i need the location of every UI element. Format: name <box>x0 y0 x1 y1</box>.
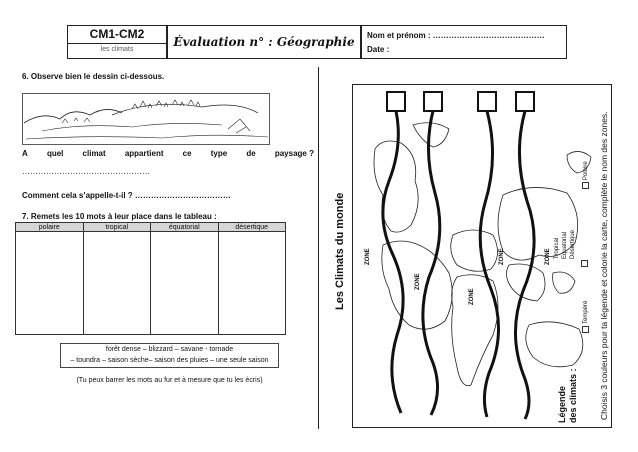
cross-out-hint: (Tu peux barrer les mots au fur et à mesure que tu les écris) <box>76 377 263 384</box>
column-header-polaire: polaire <box>16 223 84 232</box>
table-cell-equatorial[interactable] <box>151 232 219 335</box>
question-7-prompt: 7. Remets les 10 mots à leur place dans le tableau : <box>22 212 217 221</box>
map-instruction: Choisis 3 couleurs pour ta légende et colorie la carte, complète le nom des zones. <box>599 111 609 420</box>
student-info-box <box>361 25 567 59</box>
word-bank-box <box>60 343 279 368</box>
column-header-tropical: tropical <box>83 223 151 232</box>
world-map-frame <box>352 84 612 428</box>
word-bank-line-2: – toundra – saison sèche– saison des pluies – une seule saison <box>70 357 269 364</box>
checkbox-icon[interactable] <box>582 326 589 333</box>
question-word: type <box>210 149 228 158</box>
zone-label-3: ZONE <box>469 288 475 305</box>
legend-label-tropical: Tropical <box>554 237 560 259</box>
legend-label-equatorial: Equatorial <box>562 231 568 259</box>
table-cell-desertique[interactable] <box>218 232 286 335</box>
question-word: paysage ? <box>274 149 314 158</box>
legend-label-polaire: Polaire <box>583 161 590 180</box>
question-6-climate-question <box>22 149 314 158</box>
legend-item-tempere[interactable] <box>582 301 589 333</box>
table-cell-polaire[interactable] <box>16 232 84 335</box>
zone-label-5: ZONE <box>545 248 551 265</box>
class-level-box <box>67 25 167 59</box>
question-word: quel <box>46 149 64 158</box>
legend-title-line-1: Légende <box>557 385 567 423</box>
column-header-desertique: désertique <box>218 223 286 232</box>
word-bank-line-1: forêt dense – blizzard – savane - tornade <box>105 346 234 353</box>
zone-label-2: ZONE <box>415 273 421 290</box>
question-word: A <box>22 149 28 158</box>
name-field-label: Nom et prénom : …………………………………… <box>367 31 545 40</box>
table-cell-tropical[interactable] <box>83 232 151 335</box>
question-6-name-question: Comment cela s’appelle-t-il ? ……………………………… <box>22 191 231 200</box>
legend-title-line-2: des climats : <box>568 368 578 423</box>
question-6-prompt: 6. Observe bien le dessin ci-dessous. <box>22 72 165 81</box>
legend-item-tropical-group[interactable] <box>581 258 588 267</box>
climate-word-table <box>15 222 286 335</box>
date-field-label: Date : <box>367 45 390 54</box>
checkbox-icon[interactable] <box>582 182 589 189</box>
answer-line-climate: ………………………………………… <box>22 167 150 176</box>
checkbox-icon[interactable] <box>581 260 588 267</box>
question-word: ce <box>182 149 192 158</box>
class-subtitle: les climats <box>100 46 134 53</box>
evaluation-title: Évaluation n° : Géographie <box>167 25 361 59</box>
question-word: climat <box>82 149 106 158</box>
legend-label-tempere: Tempéré <box>583 300 590 324</box>
landscape-sketch <box>22 93 270 145</box>
page-divider <box>318 67 319 429</box>
class-level: CM1-CM2 <box>89 27 145 41</box>
zone-label-1: ZONE <box>365 248 371 265</box>
zone-label-4: ZONE <box>499 248 505 265</box>
class-box-divider <box>68 43 166 44</box>
legend-item-polaire[interactable] <box>582 161 589 189</box>
legend-label-desertique: Désertique <box>570 229 576 259</box>
column-header-equatorial: équatorial <box>151 223 219 232</box>
map-title: Les Climats du monde <box>334 192 346 310</box>
question-word: de <box>246 149 256 158</box>
question-word: appartient <box>124 149 164 158</box>
